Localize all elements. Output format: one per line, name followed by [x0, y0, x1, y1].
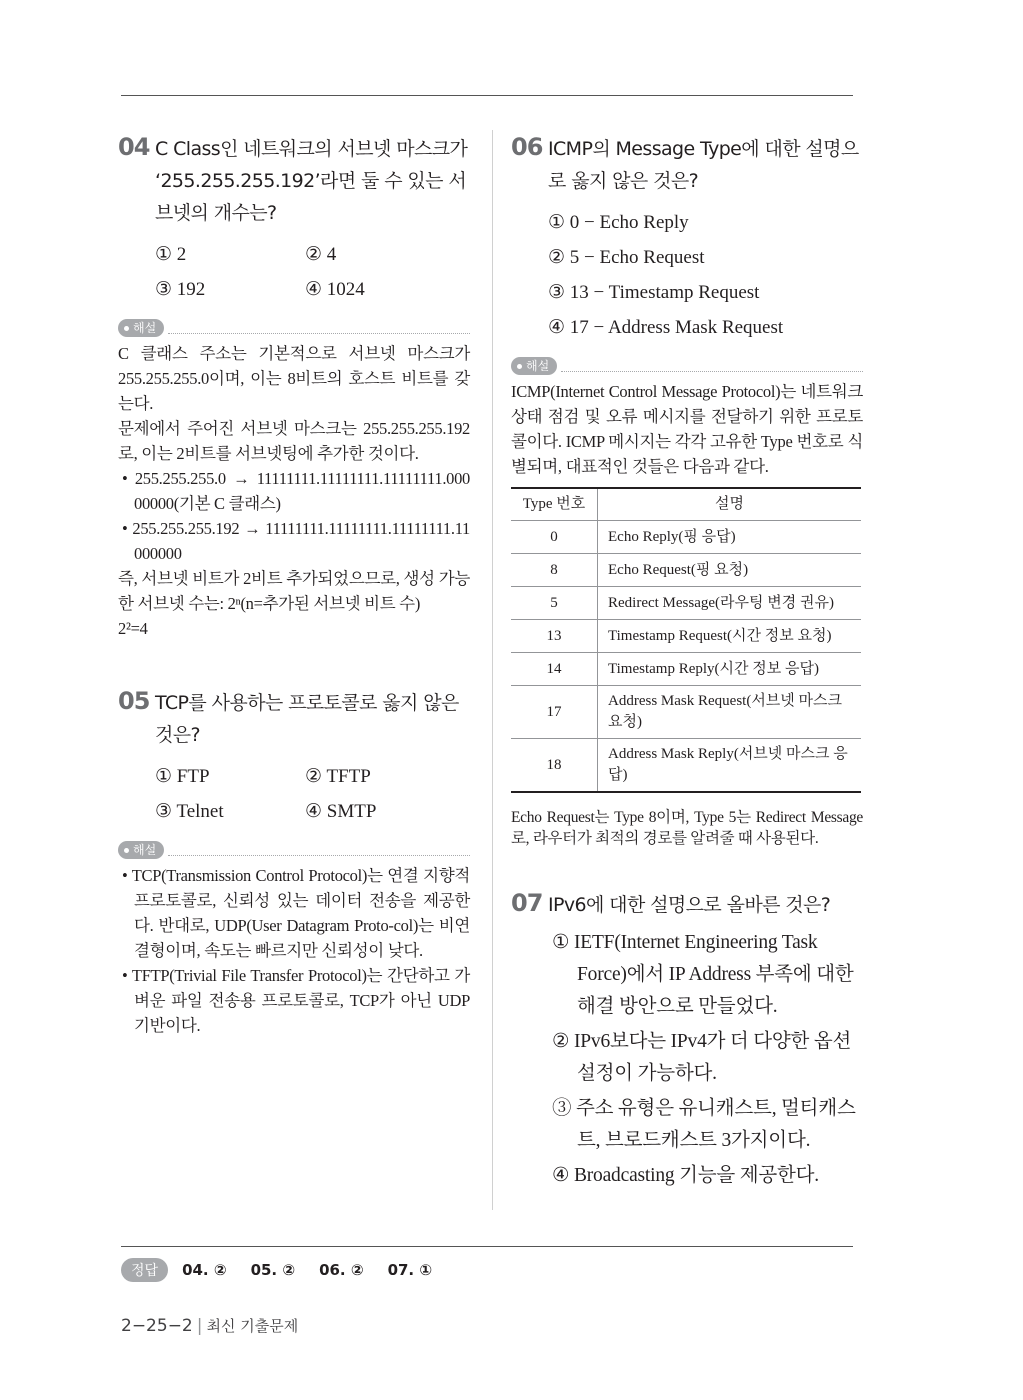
explanation-line: C 클래스 주소는 기본적으로 서브넷 마스크가 255.255.255.0이며, 이는 8비트의 호스트 비트를 갖는다.: [118, 344, 470, 413]
explanation-line: 문제에서 주어진 서브넷 마스크는 255.255.255.192로, 이는 2비트를 서브넷팅에 추가한 것이다.: [118, 419, 470, 463]
table-cell: Address Mask Reply(서브넷 마스크 응답): [598, 739, 862, 793]
explanation-badge: [118, 319, 164, 337]
dotted-divider: [168, 323, 470, 334]
question-number: 04: [118, 133, 150, 161]
dotted-divider: [561, 361, 863, 372]
option-1: ① FTP: [155, 766, 210, 787]
question-text: IPv6에 대한 설명으로 올바른 것은?: [548, 894, 831, 916]
table-header: 설명: [598, 488, 862, 521]
options: [155, 759, 470, 829]
question-06: [511, 133, 863, 849]
table-cell: 8: [511, 554, 598, 587]
bullet-dot-icon: [124, 848, 129, 853]
explanation-header: [118, 841, 470, 859]
option-3: ③ 13 − Timestamp Request: [548, 282, 760, 303]
table-row: [511, 739, 861, 793]
question-04: [118, 133, 470, 641]
table-cell: Timestamp Request(시간 정보 요청): [598, 620, 862, 653]
option-2: ② IPv6보다는 IPv4가 더 다양한 옵션 설정이 가능하다.: [552, 1031, 852, 1084]
explanation-header: [118, 319, 470, 337]
table-row: [511, 686, 861, 739]
table-cell: Timestamp Reply(시간 정보 응답): [598, 653, 862, 686]
options: [552, 927, 863, 1192]
option-4: ④ 17 − Address Mask Request: [548, 317, 784, 338]
explanation-outro: Echo Request는 Type 8이며, Type 5는 Redirect Message로, 라우터가 최적의 경로를 알려줄 때 사용된다.: [511, 809, 863, 847]
table-cell: 13: [511, 620, 598, 653]
table-cell: 5: [511, 587, 598, 620]
badge-label: 해설: [133, 843, 157, 857]
badge-label: 해설: [526, 359, 550, 373]
table-cell: Echo Reply(핑 응답): [598, 521, 862, 554]
options: [548, 205, 863, 345]
explanation-line: 즉, 서브넷 비트가 2비트 추가되었으므로, 생성 가능한 서브넷 수는: 2ⁿ(n=추가된 서브넷 비트 수): [118, 569, 470, 613]
question-text: TCP를 사용하는 프로토콜로 옳지 않은 것은?: [155, 692, 459, 746]
explanation-header: [511, 357, 863, 375]
explanation-intro: ICMP(Internet Control Message Protocol)는 네트워크 상태 점검 및 오류 메시지를 전달하기 위한 프로토콜이다. ICMP 메시지는 각각 고유한 Type 번호로 식별되며, 대표적인 것들은 다음과 같다.: [511, 382, 863, 476]
option-1: ① IETF(Internet Engineering Task Force)에서 IP Address 부족에 대한 해결 방안으로 만들었다.: [552, 932, 854, 1017]
page-number: 2−25−2: [121, 1316, 193, 1336]
table-cell: Redirect Message(라우팅 변경 권유): [598, 587, 862, 620]
question-07: [511, 889, 863, 1192]
option-2: ② 4: [305, 244, 337, 265]
answer-item: 06. ②: [319, 1261, 364, 1279]
answer-item: 04. ②: [182, 1261, 227, 1279]
bullet-dot-icon: [517, 364, 522, 369]
table-header-row: [511, 488, 861, 521]
option-4: ④ SMTP: [305, 801, 377, 822]
table-row: [511, 587, 861, 620]
table-row: [511, 554, 861, 587]
answer-item: 07. ①: [387, 1261, 433, 1279]
question-number: 05: [118, 687, 150, 715]
option-4: ④ 1024: [305, 279, 365, 300]
explanation-line: 2²=4: [118, 619, 148, 638]
option-3: ③ Telnet: [155, 801, 224, 822]
table-cell: 14: [511, 653, 598, 686]
explanation-bullet: • TCP(Transmission Control Protocol)는 연결 지향적 프로토콜로, 신뢰성 있는 데이터 전송을 제공한다. 반대로, UDP(User Datagram Proto-col)는 비연결형이며, 속도는 빠르지만 신뢰성이 낮다.: [122, 866, 470, 960]
footer-separator: |: [196, 1316, 203, 1336]
option-3: ③ 주소 유형은 유니캐스트, 멀티캐스트, 브로드캐스트 3가지이다.: [552, 1098, 856, 1151]
explanation-bullet: • 255.255.255.192 → 11111111.11111111.11111111.11 000000: [122, 519, 470, 563]
table-row: [511, 620, 861, 653]
explanation-badge: [118, 841, 164, 859]
explanation-bullet: • 255.255.255.0 → 11111111.11111111.11111111.000 00000(기본 C 클래스): [122, 469, 470, 513]
question-number: 06: [511, 133, 543, 161]
answer-item: 05. ②: [250, 1261, 296, 1279]
icmp-type-table: [511, 487, 861, 793]
table-cell: Echo Request(핑 요청): [598, 554, 862, 587]
table-cell: 17: [511, 686, 598, 739]
option-1: ① 2: [155, 244, 187, 265]
question-text: ICMP의 Message Type에 대한 설명으로 옳지 않은 것은?: [548, 138, 859, 192]
explanation-badge: [511, 357, 557, 375]
question-text: C Class인 네트워크의 서브넷 마스크가 ‘255.255.255.192’라면 둘 수 있는 서브넷의 개수는?: [155, 138, 468, 224]
option-3: ③ 192: [155, 279, 206, 300]
answer-key: [121, 1258, 456, 1282]
explanation: [118, 341, 470, 641]
top-rule: [121, 95, 853, 96]
options: [155, 237, 470, 307]
answer-badge: 정답: [121, 1258, 168, 1282]
explanation-bullet: • TFTP(Trivial File Transfer Protocol)는 간단하고 가벼운 파일 전송용 프로토콜로, TCP가 아닌 UDP 기반이다.: [122, 966, 470, 1035]
table-row: [511, 653, 861, 686]
section-title: 최신 기출문제: [206, 1317, 299, 1335]
right-column: [511, 133, 863, 1195]
table-cell: 18: [511, 739, 598, 793]
question-05: [118, 687, 470, 1038]
bullet-dot-icon: [124, 326, 129, 331]
table-cell: Address Mask Request(서브넷 마스크 요청): [598, 686, 862, 739]
page-footer: [121, 1315, 298, 1336]
question-number: 07: [511, 889, 543, 917]
bottom-rule: [121, 1246, 853, 1247]
badge-label: 해설: [133, 321, 157, 335]
option-2: ② 5 − Echo Request: [548, 247, 705, 268]
dotted-divider: [168, 845, 470, 856]
column-divider: [492, 130, 493, 1210]
option-1: ① 0 − Echo Reply: [548, 212, 689, 233]
table-header: Type 번호: [511, 488, 598, 521]
option-2: ② TFTP: [305, 766, 371, 787]
table-cell: 0: [511, 521, 598, 554]
table-row: [511, 521, 861, 554]
left-column: [118, 133, 470, 1038]
option-4: ④ Broadcasting 기능을 제공한다.: [552, 1165, 819, 1186]
explanation: [118, 863, 470, 1038]
